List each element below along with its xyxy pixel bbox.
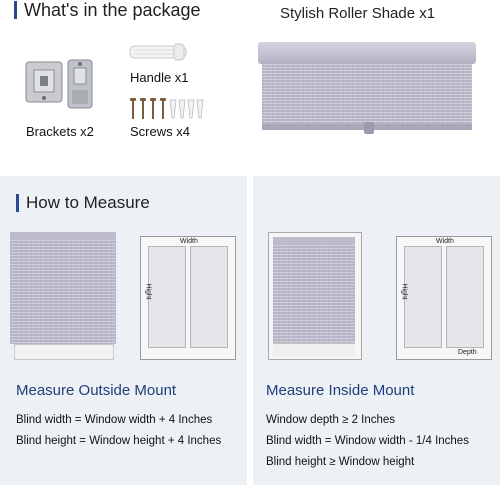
- inside-formula-depth: Window depth ≥ 2 Inches: [266, 414, 396, 426]
- brackets-label: Brackets x2: [26, 124, 94, 139]
- outside-formula-width: Blind width = Window width + 4 Inches: [16, 414, 213, 426]
- measure-heading: How to Measure: [26, 193, 150, 212]
- outside-window-pane-right: [190, 246, 228, 348]
- roller-shade-image: [258, 42, 476, 136]
- shade-title: Stylish Roller Shade x1: [280, 5, 436, 22]
- outside-window-sill: [14, 344, 114, 360]
- outside-formula-height: Blind height = Window height + 4 Inches: [16, 435, 222, 447]
- inside-formula-height: Blind height ≥ Window height: [266, 456, 415, 468]
- inside-depth-label: Depth: [458, 349, 477, 356]
- inside-window-sill: [273, 343, 355, 356]
- screws-image: [126, 96, 206, 122]
- inside-shade-fabric: [273, 245, 355, 343]
- screws-label: Screws x4: [130, 124, 190, 139]
- inside-formula-width: Blind width = Window width - 1/4 Inches: [266, 435, 469, 447]
- outside-shade-image: [10, 232, 116, 360]
- outside-window-pane-left: [148, 246, 186, 348]
- shade-cassette: [258, 42, 476, 64]
- outside-shade-cassette: [10, 232, 116, 240]
- inside-window-pane-left: [404, 246, 442, 348]
- shade-fabric: [262, 64, 472, 124]
- inside-window-image: [396, 236, 492, 360]
- shade-pull-tab: [364, 122, 374, 134]
- outside-mount-title: Measure Outside Mount: [16, 382, 177, 399]
- measure-heading-accent: [16, 194, 19, 212]
- inside-shade-image: [268, 232, 362, 360]
- inside-shade-cassette: [273, 237, 355, 245]
- handle-image: [128, 42, 188, 64]
- inside-height-label: Hight: [400, 283, 408, 300]
- inside-window-pane-right: [446, 246, 484, 348]
- outside-width-label: Width: [180, 238, 198, 245]
- brackets-image: [24, 58, 100, 110]
- package-heading-accent: [14, 1, 17, 19]
- package-heading: What's in the package: [24, 0, 201, 20]
- handle-label: Handle x1: [130, 70, 189, 85]
- outside-window-image: [140, 236, 236, 360]
- inside-width-label: Width: [436, 238, 454, 245]
- inside-mount-title: Measure Inside Mount: [266, 382, 415, 399]
- outside-shade-fabric: [10, 240, 116, 344]
- outside-height-label: Hight: [144, 283, 152, 300]
